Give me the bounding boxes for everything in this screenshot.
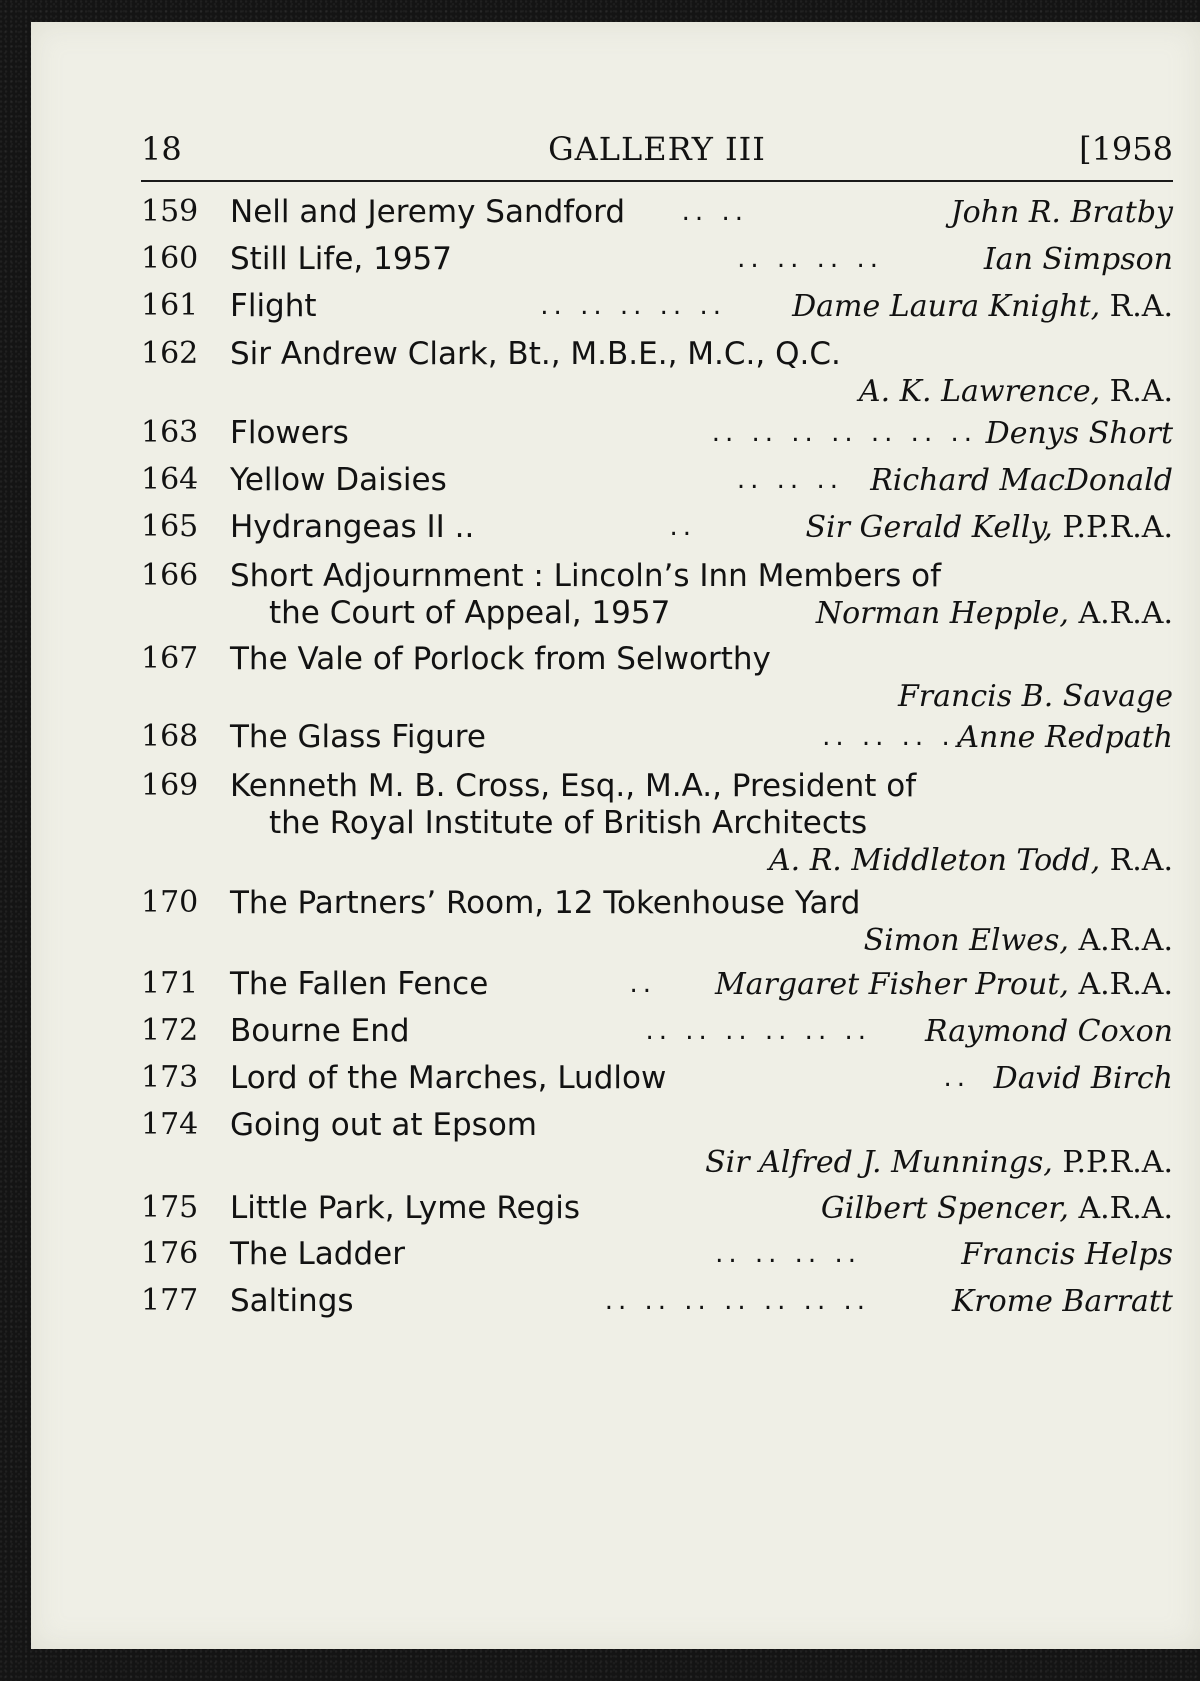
entry-number: 169 (141, 768, 199, 803)
artist-name: Francis B. Savage (897, 679, 1173, 714)
entry-number: 174 (141, 1107, 199, 1142)
entry-artist (957, 718, 1173, 757)
entry-number: 162 (141, 336, 199, 371)
entry-title: Still Life, 1957 (230, 241, 452, 277)
entry-title: Saltings (230, 1283, 354, 1319)
artist-honors: R.A. (1100, 843, 1173, 878)
artist-honors: P.P.R.A. (1052, 510, 1173, 545)
entry-artist (821, 1189, 1173, 1228)
entry-title: Lord of the Marches, Ludlow (230, 1060, 667, 1096)
entry-title: Nell and Jeremy Sandford (230, 194, 626, 230)
leader-dots: .. .. .. .. (822, 722, 968, 752)
entry-title: Sir Andrew Clark, Bt., M.B.E., M.C., Q.C. (230, 336, 841, 372)
leader-dots: .. .. .. .. .. .. .. (604, 1286, 870, 1316)
artist-honors: A.R.A. (1068, 1191, 1173, 1226)
entry-artist (925, 1012, 1173, 1051)
entry-number: 170 (141, 885, 199, 920)
artist-name: David Birch (993, 1061, 1173, 1096)
entry-artist (792, 287, 1173, 326)
artist-name: Krome Barratt (951, 1284, 1173, 1319)
entry-number: 164 (141, 462, 199, 497)
artist-honors: P.P.R.A. (1052, 1145, 1173, 1180)
artist-name: A. K. Lawrence, (858, 374, 1101, 409)
page-title: GALLERY III (548, 130, 766, 168)
entry-number: 161 (141, 288, 199, 323)
artist-honors: R.A. (1100, 289, 1173, 324)
entry-title-continued: the Court of Appeal, 1957 (269, 595, 671, 631)
artist-name: Simon Elwes, (863, 923, 1069, 958)
entry-title: Short Adjournment : Lincoln’s Inn Members of (230, 558, 942, 594)
artist-name: Anne Redpath (957, 720, 1173, 755)
catalogue-entry (141, 557, 1173, 631)
entry-title: Little Park, Lyme Regis (230, 1190, 580, 1226)
catalogue-entry (141, 287, 1173, 324)
artist-name: Denys Short (985, 416, 1173, 451)
entry-artist (986, 414, 1173, 453)
catalogue-entry (141, 1235, 1173, 1272)
entry-title: Yellow Daisies (230, 462, 447, 498)
entry-number: 172 (141, 1013, 199, 1048)
artist-name: Francis Helps (961, 1237, 1173, 1272)
entry-artist (859, 372, 1173, 411)
entry-number: 175 (141, 1190, 199, 1225)
artist-name: Dame Laura Knight, (792, 289, 1101, 324)
entry-artist (951, 193, 1173, 232)
catalogue-entry (141, 1189, 1173, 1226)
entry-title: Bourne End (230, 1013, 410, 1049)
entry-artist (952, 1282, 1173, 1321)
leader-dots: .. .. .. .. (715, 1239, 861, 1269)
catalogue-entry (141, 1059, 1173, 1096)
artist-honors: A.R.A. (1068, 923, 1173, 958)
catalogue-entry (141, 718, 1173, 755)
leader-dots: .. .. .. .. .. (540, 291, 726, 321)
leader-dots: .. (943, 1063, 970, 1093)
leader-dots: .. (629, 969, 656, 999)
entry-artist (705, 1143, 1173, 1182)
entry-number: 166 (141, 558, 199, 593)
leader-dots: .. .. .. .. (737, 244, 883, 274)
page-year: [1958 (1079, 130, 1173, 168)
entry-artist (898, 677, 1173, 716)
entry-number: 165 (141, 509, 199, 544)
entry-artist (769, 841, 1173, 880)
catalogue-entry (141, 1012, 1173, 1049)
entry-title: The Partners’ Room, 12 Tokenhouse Yard (230, 885, 861, 921)
entry-title: The Fallen Fence (230, 966, 489, 1002)
catalogue-entry (141, 193, 1173, 230)
catalogue-entry (141, 640, 1173, 714)
entry-artist (864, 921, 1173, 960)
artist-honors: R.A. (1100, 374, 1173, 409)
entry-artist (870, 461, 1173, 500)
artist-name: Richard MacDonald (870, 463, 1173, 498)
catalogue-entry (141, 508, 1173, 545)
catalogue-entry (141, 240, 1173, 277)
entry-artist (805, 508, 1173, 547)
artist-name: Raymond Coxon (925, 1014, 1173, 1049)
leader-dots: .. .. (681, 197, 748, 227)
entry-title-continued: the Royal Institute of British Architects (269, 805, 868, 841)
entry-number: 167 (141, 641, 199, 676)
artist-honors: A.R.A. (1068, 967, 1173, 1002)
artist-name: Gilbert Spencer, (820, 1191, 1069, 1226)
catalogue-entry (141, 884, 1173, 958)
page-number: 18 (141, 130, 182, 168)
entry-title: The Ladder (230, 1236, 405, 1272)
entry-number: 168 (141, 719, 199, 754)
entry-artist (816, 594, 1173, 633)
entry-artist (984, 240, 1173, 279)
leader-dots: .. .. .. (736, 465, 843, 495)
entry-title: Flight (230, 288, 317, 324)
entry-number: 173 (141, 1060, 199, 1095)
entry-artist (994, 1059, 1173, 1098)
catalogue-entry (141, 414, 1173, 451)
artist-name: Norman Hepple, (815, 596, 1069, 631)
entry-number: 160 (141, 241, 199, 276)
leader-dots: .. (669, 512, 696, 542)
entry-title: The Vale of Porlock from Selworthy (230, 641, 771, 677)
artist-honors: A.R.A. (1068, 596, 1173, 631)
entry-title: Flowers (230, 415, 349, 451)
entry-number: 171 (141, 966, 199, 1001)
artist-name: John R. Bratby (950, 195, 1173, 230)
entry-number: 159 (141, 194, 199, 229)
entry-artist (961, 1235, 1173, 1274)
artist-name: Sir Alfred J. Munnings, (705, 1145, 1053, 1180)
leader-dots: .. .. .. .. .. .. .. (711, 418, 977, 448)
catalogue-entry (141, 767, 1173, 878)
entry-title: Kenneth M. B. Cross, Esq., M.A., President of (230, 768, 917, 804)
catalogue-entry (141, 1106, 1173, 1180)
entry-number: 176 (141, 1236, 199, 1271)
catalogue-entry (141, 1282, 1173, 1319)
artist-name: Ian Simpson (983, 242, 1173, 277)
artist-name: Margaret Fisher Prout, (714, 967, 1069, 1002)
entry-title: Hydrangeas II .. (230, 509, 475, 545)
artist-name: A. R. Middleton Todd, (768, 843, 1101, 878)
artist-name: Sir Gerald Kelly, (805, 510, 1053, 545)
catalogue-entry (141, 965, 1173, 1002)
entry-number: 163 (141, 415, 199, 450)
leader-dots: .. .. .. .. .. .. (645, 1016, 871, 1046)
catalogue-entry (141, 335, 1173, 409)
catalogue-entry (141, 461, 1173, 498)
entry-title: The Glass Figure (230, 719, 486, 755)
entry-number: 177 (141, 1283, 199, 1318)
entry-artist (715, 965, 1173, 1004)
entry-title: Going out at Epsom (230, 1107, 537, 1143)
